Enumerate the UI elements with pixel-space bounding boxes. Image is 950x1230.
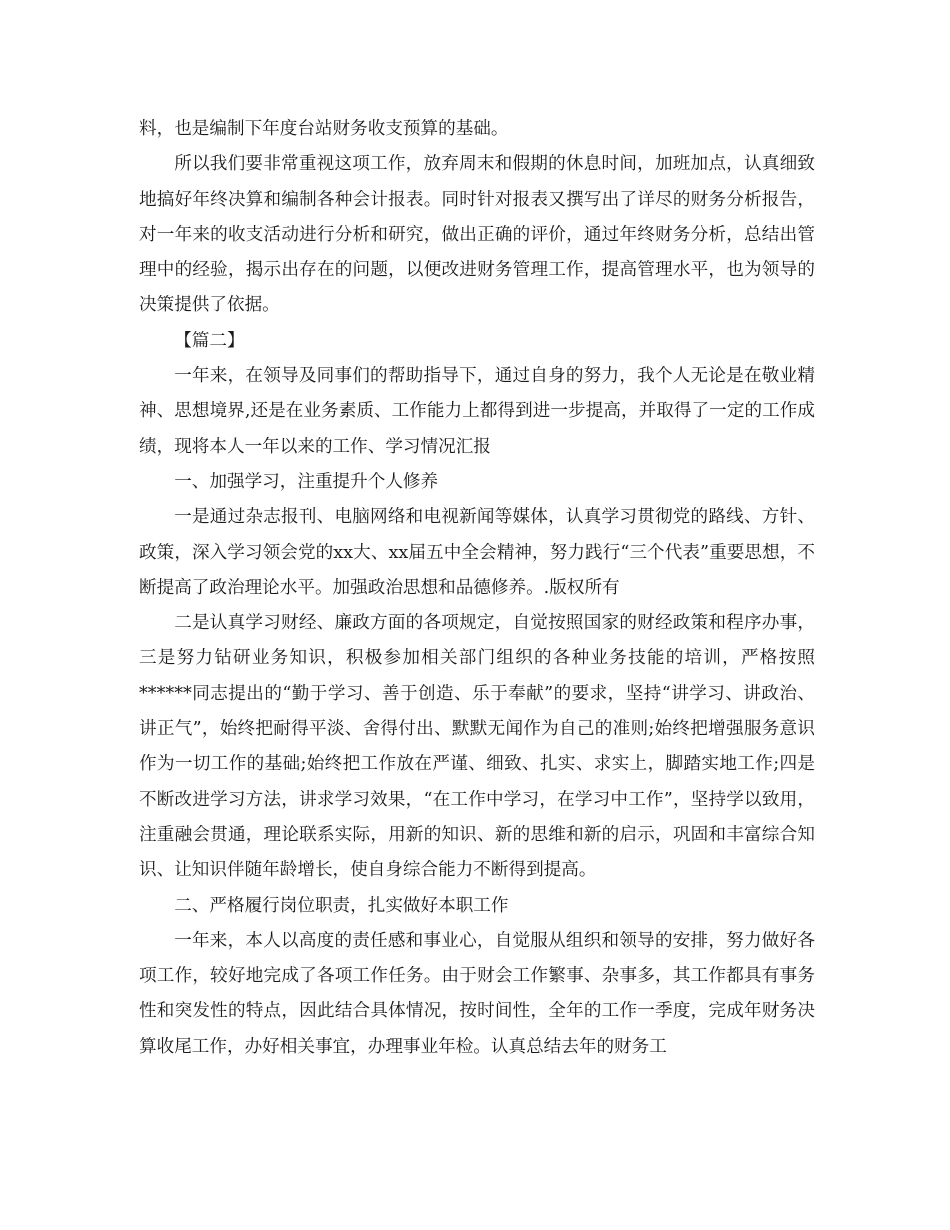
section-heading-part-two: 【篇二】 (174, 330, 245, 351)
heading-duties: 二、严格履行岗位职责，扎实做好本职工作 (174, 895, 509, 916)
paragraph-study-one: 一是通过杂志报刊、电脑网络和电视新闻等媒体，认真学习贯彻党的路线、方针、政策，深入学习领会党的xx大、xx届五中全会精神，努力践行“三个代表”重要思想，不断提高了政治理论水平。加强政治思想和品德修养。.版权所有 (139, 507, 815, 598)
paragraph-continuation: 料，也是编制下年度台站财务收支预算的基础。 (139, 119, 509, 139)
heading-study: 一、加强学习，注重提升个人修养 (174, 471, 439, 492)
document-body (139, 112, 815, 1065)
paragraph-study-two: 二是认真学习财经、廉政方面的各项规定，自觉按照国家的财经政策和程序办事，三是努力钻研业务知识，积极参加相关部门组织的各种业务技能的培训，严格按照******同志提出的“勤于学习、善于创造、乐于奉献”的要求，坚持“讲学习、讲政治、讲正气”，始终把耐得平淡、舍得付出、默默无闻作为自己的准则;始终把增强服务意识作为一切工作的基础;始终把工作放在严谨、细致、扎实、求实上，脚踏实地工作;四是不断改进学习方法，讲求学习效果，“在工作中学习，在学习中工作”，坚持学以致用，注重融会贯通，理论联系实际，用新的知识、新的思维和新的启示，巩固和丰富综合知识、让知识伴随年龄增长，使自身综合能力不断得到提高。 (139, 613, 815, 881)
paragraph-intro: 一年来，在领导及同事们的帮助指导下，通过自身的努力，我个人无论是在敬业精神、思想境界,还是在业务素质、工作能力上都得到进一步提高，并取得了一定的工作成绩，现将本人一年以来的工作、学习情况汇报 (139, 366, 815, 457)
paragraph-duties: 一年来，本人以高度的责任感和事业心，自觉服从组织和领导的安排，努力做好各项工作，较好地完成了各项工作任务。由于财会工作繁事、杂事多，其工作都具有事务性和突发性的特点，因此结合具体情况，按时间性，全年的工作一季度，完成年财务决算收尾工作，办好相关事宜，办理事业年检。认真总结去年的财务工 (139, 930, 815, 1057)
paragraph-importance: 所以我们要非常重视这项工作，放弃周末和假期的休息时间，加班加点，认真细致地搞好年终决算和编制各种会计报表。同时针对报表又撰写出了详尽的财务分析报告，对一年来的收支活动进行分析和研究，做出正确的评价，通过年终财务分析，总结出管理中的经验，揭示出存在的问题，以便改进财务管理工作，提高管理水平，也为领导的决策提供了依据。 (139, 154, 815, 316)
